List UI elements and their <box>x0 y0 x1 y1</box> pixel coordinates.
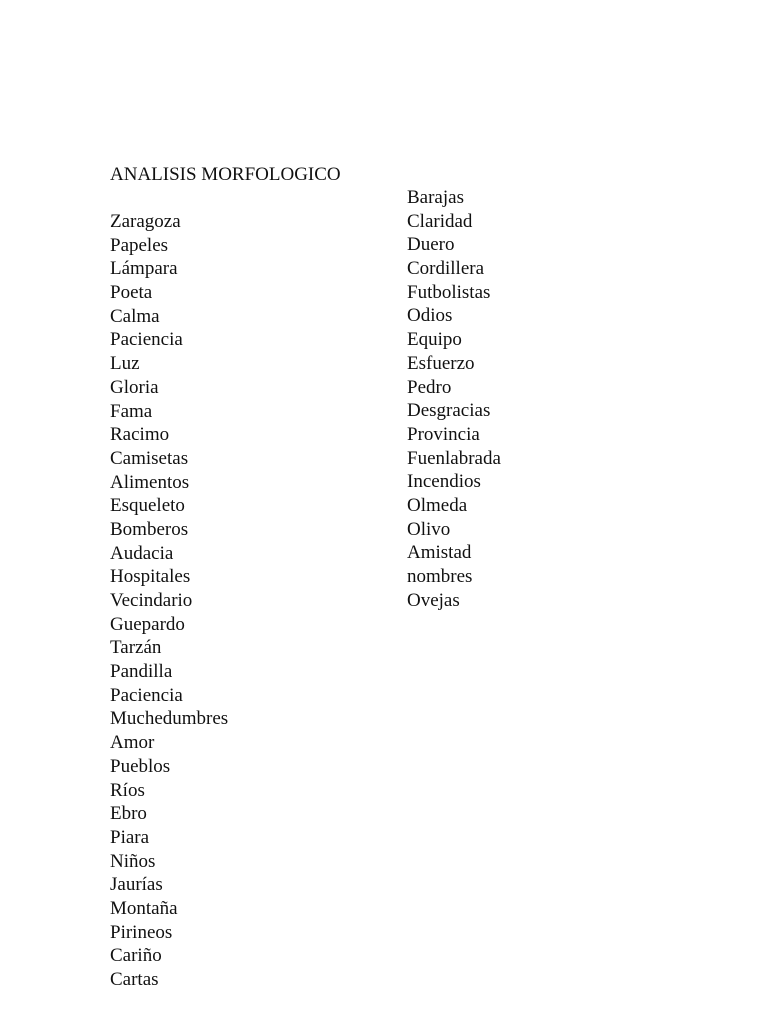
word-item: Pirineos <box>110 921 173 943</box>
word-item: Olivo <box>407 518 451 540</box>
word-item: Olmeda <box>407 494 468 516</box>
word-item: Montaña <box>110 897 178 919</box>
word-item: Vecindario <box>110 590 193 611</box>
word-item: Luz <box>110 353 140 375</box>
word-item: Cartas <box>110 969 159 990</box>
word-item: Niños <box>110 850 156 872</box>
word-item: Claridad <box>407 210 473 232</box>
word-item: Alimentos <box>110 471 190 493</box>
word-item: Racimo <box>110 424 170 446</box>
word-item: Ríos <box>110 779 145 801</box>
word-item: Fama <box>110 400 153 422</box>
word-item: Jaurías <box>110 874 163 896</box>
word-item: Paciencia <box>110 684 183 706</box>
word-item: Amistad <box>407 542 472 564</box>
word-item: Equipo <box>407 329 462 351</box>
word-item: Amor <box>110 732 155 754</box>
word-item: Guepardo <box>110 613 185 635</box>
word-item: Ebro <box>110 803 147 825</box>
word-item: Fuenlabrada <box>407 447 501 469</box>
word-item: Odios <box>407 305 453 327</box>
word-item: Futbolistas <box>407 281 491 303</box>
word-item: Papeles <box>110 234 169 256</box>
document-title: ANALISIS MORFOLOGICO <box>110 164 341 185</box>
word-item: Paciencia <box>110 329 183 351</box>
word-item: Zaragoza <box>110 211 181 232</box>
word-item: Calma <box>110 305 160 327</box>
word-item: Pueblos <box>110 755 171 777</box>
word-item: Desgracias <box>407 400 491 422</box>
word-item: Poeta <box>110 282 153 304</box>
word-item: Tarzán <box>110 637 162 659</box>
word-item: Provincia <box>407 423 480 445</box>
word-item: Camisetas <box>110 447 189 469</box>
word-item: Duero <box>407 234 455 256</box>
word-item: Cariño <box>110 945 162 967</box>
word-item: Ovejas <box>407 589 460 611</box>
right-word-list <box>407 186 501 612</box>
word-item: Barajas <box>407 187 464 208</box>
word-item: Esqueleto <box>110 495 185 517</box>
word-item: nombres <box>407 566 473 587</box>
word-item: Esfuerzo <box>407 352 475 374</box>
word-item: Audacia <box>110 542 174 564</box>
word-item: Bomberos <box>110 518 189 540</box>
word-item: Muchedumbres <box>110 708 229 730</box>
left-word-list <box>110 210 228 992</box>
word-item: Piara <box>110 826 150 848</box>
word-item: Pandilla <box>110 661 173 683</box>
word-item: Incendios <box>407 471 481 493</box>
word-item: Cordillera <box>407 258 485 280</box>
word-item: Gloria <box>110 376 159 398</box>
word-item: Lámpara <box>110 258 178 280</box>
word-item: Pedro <box>407 376 452 398</box>
word-item: Hospitales <box>110 566 191 588</box>
